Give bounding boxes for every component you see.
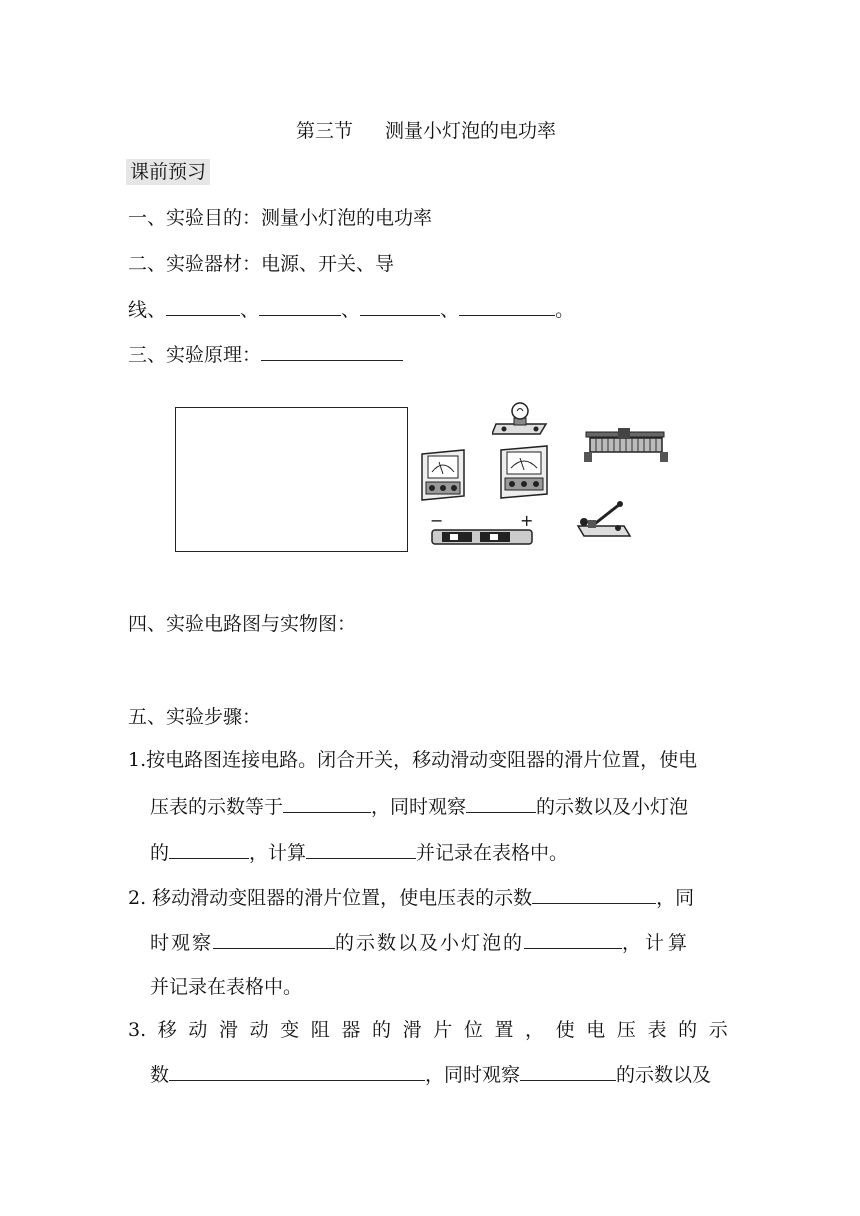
step3-char: 位: [463, 1019, 483, 1041]
principle-line: [128, 342, 403, 367]
voltmeter-icon: [497, 444, 551, 500]
preview-label: 课前预习: [126, 159, 210, 185]
ammeter-icon: [418, 448, 468, 502]
steps-heading: 五、实验步骤：: [128, 706, 262, 728]
blank-step2-meter[interactable]: [213, 930, 335, 949]
battery-icon: [428, 512, 540, 548]
step2-text: 2. 移动滑动变阻器的滑片位置，使电压表的示数: [128, 887, 533, 909]
blank-equipment-4[interactable]: [459, 297, 555, 316]
rheostat-icon: [584, 426, 668, 464]
period: 。: [555, 299, 575, 321]
goal-line: 一、实验目的：测量小灯泡的电功率: [128, 207, 433, 229]
step3-char: 移: [157, 1019, 177, 1041]
step3-char: 置: [494, 1019, 514, 1041]
step1-text: 压表的示数等于: [150, 796, 284, 818]
bulb-icon: [492, 400, 550, 440]
step3-char: 动: [188, 1019, 208, 1041]
step3-char: 的: [372, 1019, 392, 1041]
blank-step3-voltage[interactable]: [169, 1062, 425, 1081]
step2-line-c: 并记录在表格中。: [150, 976, 303, 998]
step1-line-a: 1.按电路图连接电路。闭合开关，移动滑动变阻器的滑片位置，使电: [128, 749, 698, 771]
step3-char: 器: [341, 1019, 361, 1041]
equipment-line-1: 二、实验器材：电源、开关、导: [128, 253, 395, 275]
step3-char: 动: [249, 1019, 269, 1041]
step3-char: ，: [525, 1019, 545, 1041]
step2-text: 时观察: [150, 932, 214, 954]
preview-label-row: [126, 160, 210, 184]
blank-step1-meter[interactable]: [466, 794, 536, 813]
battery-plus-label: +: [520, 512, 534, 530]
step3-line-a: [128, 1018, 728, 1042]
blank-step2-voltage[interactable]: [532, 885, 656, 904]
blank-equipment-1[interactable]: [166, 297, 240, 316]
blank-step1-calc[interactable]: [306, 840, 416, 859]
separator: 、: [341, 299, 361, 321]
step1-text: ，计算: [249, 842, 307, 864]
page-title: [296, 116, 556, 143]
section-topic: 测量小灯泡的电功率: [385, 120, 557, 142]
step3-text: ，同时观察: [425, 1064, 521, 1086]
step1-text: 的: [150, 842, 170, 864]
separator: 、: [240, 299, 260, 321]
step3-text: 数: [150, 1064, 170, 1086]
step3-char: 变: [280, 1019, 300, 1041]
blank-step1-voltage[interactable]: [283, 794, 371, 813]
step1-text: 并记录在表格中。: [416, 842, 569, 864]
step3-char: 滑: [402, 1019, 422, 1041]
step2-text: 的示数以及小灯泡的: [335, 932, 525, 954]
step2-text: ，同: [656, 887, 695, 909]
blank-principle[interactable]: [261, 342, 403, 361]
step3-char: 片: [433, 1019, 453, 1041]
step3-char: 阻: [310, 1019, 330, 1041]
switch-icon: [576, 498, 632, 542]
principle-label: 三、实验原理：: [128, 344, 262, 366]
circuit-diagram-box: [175, 407, 408, 552]
blank-equipment-2[interactable]: [259, 297, 341, 316]
step2-line-b: [150, 930, 691, 955]
battery-minus-label: −: [430, 512, 444, 530]
step3-char: 的: [678, 1019, 698, 1041]
step2-text: ，计算: [622, 932, 692, 954]
step3-char: 示: [708, 1019, 728, 1041]
step3-text: 的示数以及: [616, 1064, 712, 1086]
step3-char: 表: [647, 1019, 667, 1041]
blank-step1-brightness[interactable]: [169, 840, 249, 859]
step3-char: 电: [586, 1019, 606, 1041]
blank-equipment-3[interactable]: [360, 297, 440, 316]
equipment-line-2: [128, 297, 574, 322]
step3-char: 3.: [128, 1019, 147, 1041]
separator: 、: [440, 299, 460, 321]
step3-char: 压: [616, 1019, 636, 1041]
step3-line-b: [150, 1062, 711, 1087]
step1-text: 的示数以及小灯泡: [536, 796, 689, 818]
step1-line-b: [150, 794, 688, 819]
blank-step2-brightness[interactable]: [524, 930, 622, 949]
step3-char: 使: [555, 1019, 575, 1041]
blank-step3-meter[interactable]: [520, 1062, 616, 1081]
diagram-heading: 四、实验电路图与实物图：: [128, 613, 357, 635]
step1-line-c: [150, 840, 568, 865]
equipment-prefix: 线、: [128, 299, 167, 321]
step3-char: 滑: [218, 1019, 238, 1041]
step1-text: ，同时观察: [371, 796, 467, 818]
step2-line-a: [128, 885, 694, 910]
section-number: 第三节: [296, 120, 354, 142]
